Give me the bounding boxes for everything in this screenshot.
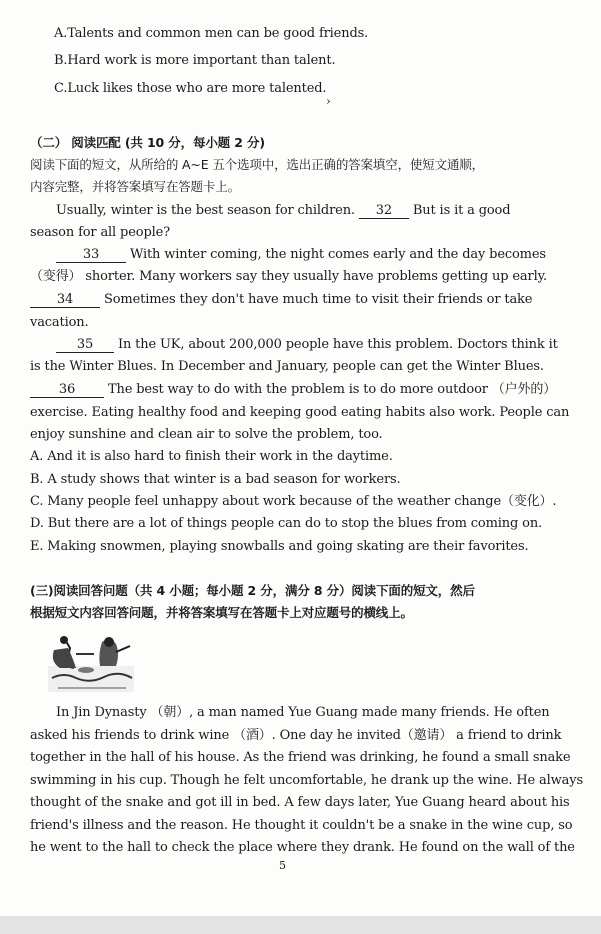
passage-line: [56, 247, 546, 263]
passage-text: In the UK, about 200,000 people have this problem. Doctors think it: [114, 337, 558, 352]
passage-text: The best way to do with the problem is to do more outdoor （户外的）: [104, 382, 557, 397]
passage-text: With winter coming, the night comes early and the day becomes: [126, 247, 546, 262]
section3-title-1: (三)阅读回答问题（共 4 小题；每小题 2 分，满分 8 分）阅读下面的短文，然后: [30, 583, 475, 598]
story-line: he went to the hall to check the place where they drank. He found on the wall of the: [30, 840, 575, 855]
passage-text: But is it a good: [408, 203, 511, 218]
match-option-d: D. But there are a lot of things people can do to stop the blues from coming on.: [30, 516, 543, 531]
passage-line: [30, 382, 556, 398]
match-option-b: B. A study shows that winter is a bad season for workers.: [30, 472, 401, 487]
story-line: asked his friends to drink wine （酒）. One day he invited（邀请） a friend to drink: [30, 728, 562, 743]
passage-line: [56, 337, 558, 353]
snake-cup-illustration: [46, 632, 136, 694]
passage-line: exercise. Eating healthy food and keeping good eating habits also work. People can: [30, 405, 570, 420]
section3-title-2: 根据短文内容回答问题，并将答案填写在答题卡上对应题号的横线上。: [30, 605, 413, 620]
match-option-c: C. Many people feel unhappy about work because of the weather change（变化）.: [30, 494, 557, 509]
page-number: 5: [279, 859, 286, 872]
passage-line: season for all people?: [30, 225, 170, 240]
blank-33: 33: [56, 248, 126, 263]
section2-title: （二） 阅读匹配 (共 10 分，每小题 2 分): [30, 135, 265, 150]
story-line: In Jin Dynasty （朝）, a man named Yue Guang made many friends. He often: [56, 705, 550, 720]
prev-option-b: B.Hard work is more important than talent.: [54, 53, 336, 68]
story-line: swimming in his cup. Though he felt uncomfortable, he drank up the wine. He always: [30, 773, 583, 788]
prev-option-c: C.Luck likes those who are more talented.: [54, 81, 327, 96]
blank-32: 32: [359, 204, 409, 219]
passage-line: is the Winter Blues. In December and January, people can get the Winter Blues.: [30, 359, 544, 374]
passage-line: [30, 292, 532, 308]
passage-text: Sometimes they don't have much time to visit their friends or take: [100, 292, 533, 307]
match-option-e: E. Making snowmen, playing snowballs and going skating are their favorites.: [30, 539, 529, 554]
section2-instructions-1: 阅读下面的短文，从所给的 A~E 五个选项中，选出正确的答案填空，使短文通顺，: [30, 157, 485, 172]
blank-34: 34: [30, 293, 100, 308]
bottom-gray-band: [0, 916, 601, 934]
passage-line: [56, 203, 510, 219]
stray-mark: ›: [326, 94, 331, 108]
blank-36: 36: [30, 383, 104, 398]
passage-text: Usually, winter is the best season for children.: [56, 203, 359, 218]
passage-line: vacation.: [30, 315, 89, 330]
story-line: friend's illness and the reason. He thought it couldn't be a snake in the wine cup, so: [30, 818, 573, 833]
prev-option-a: A.Talents and common men can be good friends.: [54, 26, 369, 41]
story-line: together in the hall of his house. As the friend was drinking, he found a small snake: [30, 750, 571, 765]
passage-line: enjoy sunshine and clean air to solve the problem, too.: [30, 427, 383, 442]
story-line: thought of the snake and got ill in bed. A few days later, Yue Guang heard about his: [30, 795, 570, 810]
section2-instructions-2: 内容完整，并将答案填写在答题卡上。: [30, 179, 240, 194]
passage-line: （变得） shorter. Many workers say they usually have problems getting up early.: [30, 269, 548, 284]
match-option-a: A. And it is also hard to finish their work in the daytime.: [30, 449, 393, 464]
blank-35: 35: [56, 338, 114, 353]
